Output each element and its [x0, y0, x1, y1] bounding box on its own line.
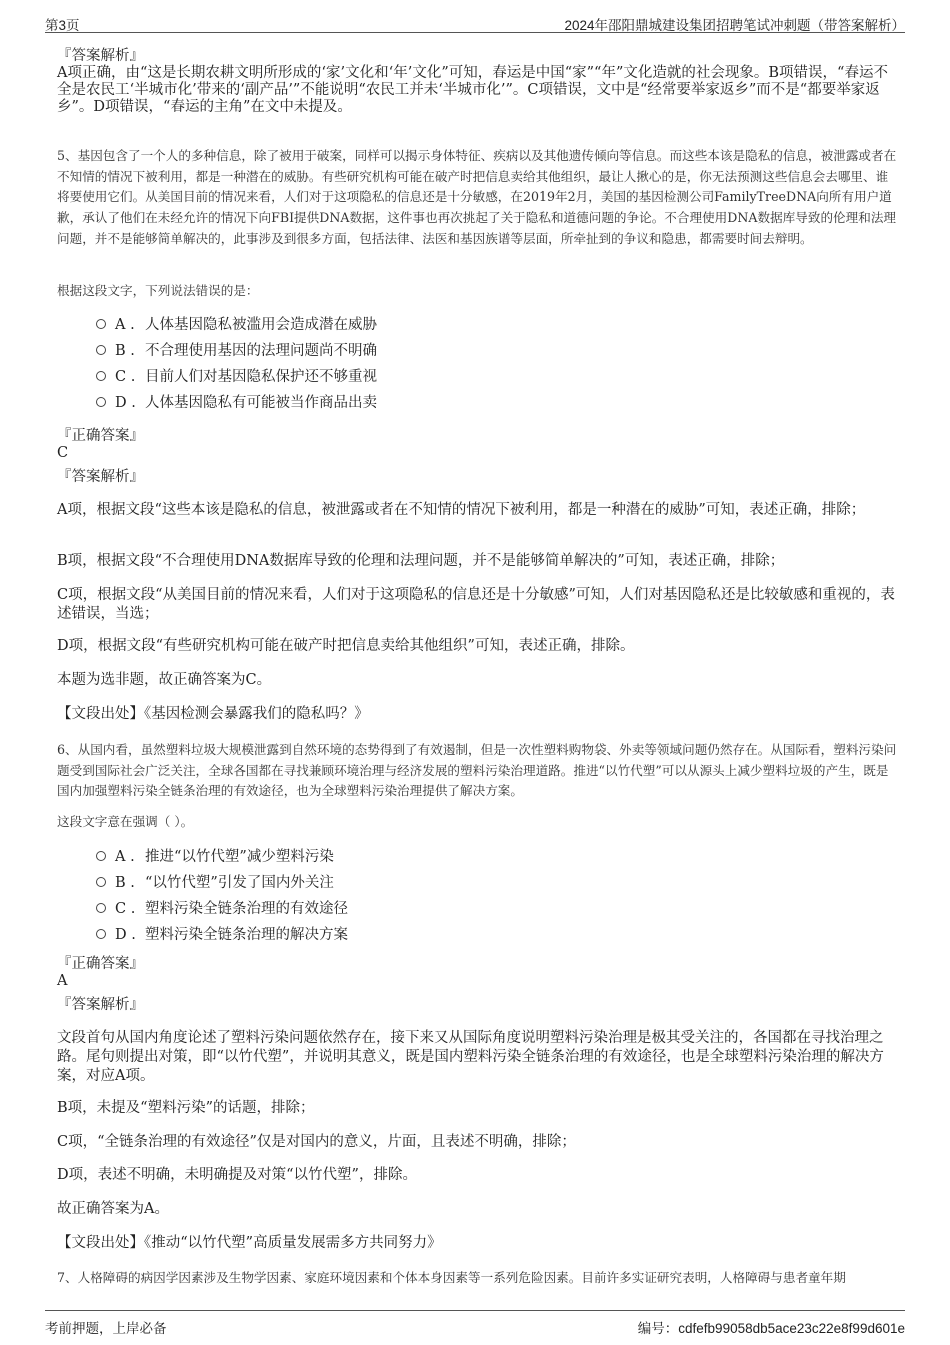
q6-correct-answer: A	[57, 973, 68, 989]
q5-analysis-c: C项，根据文段“从美国目前的情况来看，人们对于这项隐私的信息还是十分敏感”可知，人们对基因隐私还是比较敏感和重视的，表述错误，当选；	[57, 587, 895, 622]
radio-icon[interactable]	[96, 319, 106, 329]
q5-analysis-label: 『答案解析』	[57, 469, 144, 485]
option-key: C .	[115, 369, 136, 385]
q5-correct-label: 『正确答案』	[57, 428, 144, 444]
page-number: 第3页	[45, 18, 80, 33]
q5-option-d[interactable]	[96, 392, 377, 414]
q5-option-c[interactable]	[96, 366, 377, 388]
option-key: D .	[115, 395, 136, 411]
radio-icon[interactable]	[96, 371, 106, 381]
q6-option-d[interactable]	[96, 924, 348, 946]
radio-icon[interactable]	[96, 345, 106, 355]
radio-icon[interactable]	[96, 397, 106, 407]
option-key: B .	[115, 343, 135, 359]
q5-analysis-b: B项，根据文段“不合理使用DNA数据库导致的伦理和法理问题，并不是能够简单解决的”可知，表述正确，排除；	[57, 553, 785, 569]
option-key: A .	[115, 849, 135, 865]
option-text: 人体基因隐私有可能被当作商品出卖	[145, 395, 377, 411]
q5-analysis-d: D项，根据文段“有些研究机构可能在破产时把信息卖给其他组织”可知，表述正确，排除。	[57, 638, 635, 654]
q5-stem: 根据这段文字，下列说法错误的是：	[57, 283, 259, 298]
option-key: C .	[115, 901, 136, 917]
q6-analysis-b: B项，未提及“塑料污染”的话题，排除；	[57, 1100, 315, 1116]
q5-passage: 5、基因包含了一个人的多种信息，除了被用于破案，同样可以揭示身体特征、疾病以及其他遗传倾向等信息。而这些本该是隐私的信息，被泄露或者在不知情的情况下被利用，都是一种潜在的威胁。有些研究机构可能在破产时把信息卖给其他组织，最让人揪心的是，你无法预测这些信息会去哪里、谁将要使用它们。从美国目前的情况来看，人们对于这项隐私的信息还是十分敏感，在2019年2月，美国的基因检测公司FamilyTreeDNA向所有用户道歉，承认了他们在未经允许的情况下向FBI提供DNA数据，这件事也再次挑起了关于隐私和道德问题的争论。不合理使用DNA数据库导致的伦理和法理问题，并不是能够简单解决的，此事涉及到很多方面，包括法律、法医和基因族谱等层面，所牵扯到的争议和隐患，都需要时间去辩明。	[57, 148, 897, 246]
q6-option-c[interactable]	[96, 898, 348, 920]
document-title: 2024年邵阳鼎城建设集团招聘笔试冲刺题（带答案解析）	[564, 18, 905, 33]
q6-stem: 这段文字意在强调（ ）。	[57, 814, 194, 829]
q6-option-b[interactable]	[96, 872, 334, 894]
page-footer	[45, 1310, 905, 1335]
q5-analysis-a: A项，根据文段“这些本该是隐私的信息，被泄露或者在不知情的情况下被利用，都是一种潜在的威胁”可知，表述正确，排除；	[57, 502, 866, 518]
page-header	[45, 10, 905, 33]
q5-option-b[interactable]	[96, 340, 377, 362]
q5-correct-answer: C	[57, 445, 69, 461]
q6-analysis-main: 文段首句从国内角度论述了塑料污染问题依然存在，接下来又从国际角度说明塑料污染治理是极其受关注的，各国都在寻找治理之路。尾句则提出对策，即“以竹代塑”，并说明其意义，既是国内塑料污染全链条治理的有效途径，也是全球塑料污染治理的解决方案，对应A项。	[57, 1030, 884, 1084]
option-text: 推进“以竹代塑”减少塑料污染	[145, 849, 334, 865]
option-text: “以竹代塑”引发了国内外关注	[145, 875, 334, 891]
radio-icon[interactable]	[96, 877, 106, 887]
radio-icon[interactable]	[96, 903, 106, 913]
radio-icon[interactable]	[96, 851, 106, 861]
q4-analysis-label: 『答案解析』	[57, 48, 144, 64]
q5-source: 【文段出处】《基因检测会暴露我们的隐私吗？》	[57, 706, 369, 722]
q6-conclusion: 故正确答案为A。	[57, 1201, 169, 1217]
option-key: B .	[115, 875, 135, 891]
option-key: D .	[115, 927, 136, 943]
q7-passage: 7、人格障碍的病因学因素涉及生物学因素、家庭环境因素和个体本身因素等一系列危险因素。目前许多实证研究表明，人格障碍与患者童年期	[57, 1270, 846, 1285]
option-text: 塑料污染全链条治理的解决方案	[145, 927, 348, 943]
footer-slogan: 考前押题，上岸必备	[45, 1321, 167, 1336]
q6-analysis-c: C项，“全链条治理的有效途径”仅是对国内的意义，片面，且表述不明确，排除；	[57, 1134, 576, 1150]
q6-analysis-label: 『答案解析』	[57, 997, 144, 1013]
q5-option-a[interactable]	[96, 314, 377, 336]
option-text: 目前人们对基因隐私保护还不够重视	[145, 369, 377, 385]
option-text: 不合理使用基因的法理问题尚不明确	[145, 343, 377, 359]
q4-analysis-text: A项正确，由“这是长期农耕文明所形成的‘家’文化和‘年’文化”可知，春运是中国“家”“年”文化造就的社会现象。B项错误，“春运不全是农民工‘半城市化’带来的‘副产品’”不能说明“农民工并未‘半城市化’”。C项错误，文中是“经常要举家返乡”而不是“都要举家返乡”。D项错误，“春运的主角”在文中未提及。	[57, 65, 888, 115]
q6-passage: 6、从国内看，虽然塑料垃圾大规模泄露到自然环境的态势得到了有效遏制，但是一次性塑料购物袋、外卖等领域问题仍然存在。从国际看，塑料污染问题受到国际社会广泛关注，全球各国都在寻找兼顾环境治理与经济发展的塑料污染治理道路。推进“以竹代塑”可以从源头上减少塑料垃圾的产生，既是国内加强塑料污染全链条治理的有效途径，也为全球塑料污染治理提供了解决方案。	[57, 742, 897, 799]
q6-correct-label: 『正确答案』	[57, 956, 144, 972]
option-key: A .	[115, 317, 135, 333]
radio-icon[interactable]	[96, 929, 106, 939]
q6-option-a[interactable]	[96, 846, 334, 868]
q6-analysis-d: D项，表述不明确，未明确提及对策“以竹代塑”，排除。	[57, 1167, 417, 1183]
q6-source: 【文段出处】《推动“以竹代塑”高质量发展需多方共同努力》	[57, 1235, 442, 1251]
option-text: 塑料污染全链条治理的有效途径	[145, 901, 348, 917]
q5-conclusion: 本题为选非题，故正确答案为C。	[57, 672, 272, 688]
option-text: 人体基因隐私被滥用会造成潜在威胁	[145, 317, 377, 333]
document-id: 编号：cdfefb99058db5ace23c22e8f99d601e	[637, 1321, 905, 1336]
